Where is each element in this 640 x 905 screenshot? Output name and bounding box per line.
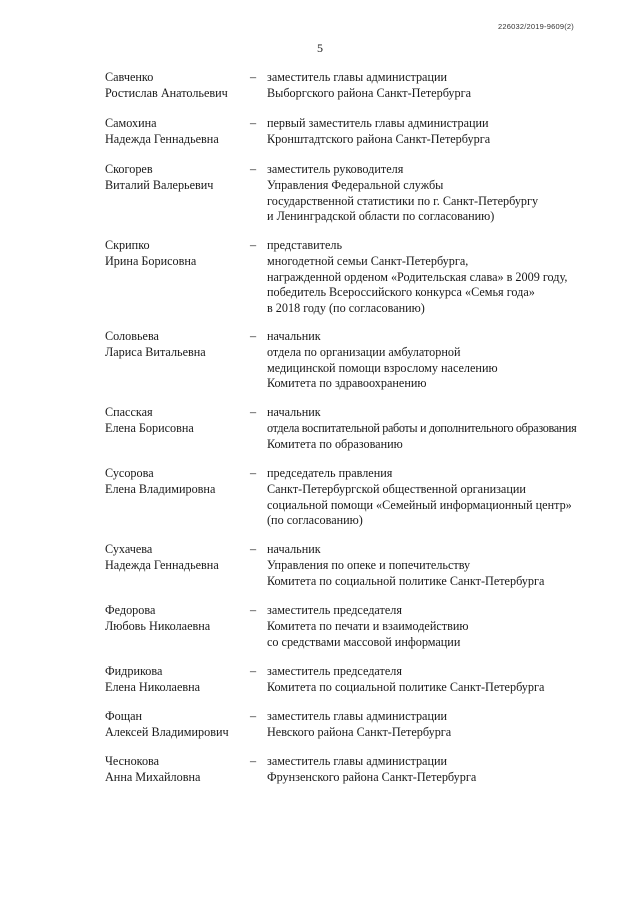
position-line: (по согласованию) (267, 513, 363, 528)
position-line: Комитета по образованию (267, 436, 403, 451)
person-name (105, 162, 255, 194)
person-name (105, 603, 255, 635)
person-name (105, 116, 255, 148)
surname: Спасская (105, 405, 153, 419)
position-line: начальник (267, 542, 321, 556)
given-name: Елена Борисовна (105, 420, 194, 435)
dash-separator: – (250, 466, 257, 480)
position-line: со средствами массовой информации (267, 634, 461, 649)
position-description (267, 238, 607, 317)
given-name: Надежда Геннадьевна (105, 131, 219, 146)
position-description (267, 709, 607, 741)
given-name: Анна Михайловна (105, 769, 201, 784)
person-name (105, 466, 255, 498)
given-name: Алексей Владимирович (105, 724, 229, 739)
position-line: Санкт-Петербургской общественной организации (267, 481, 526, 496)
position-line: начальник (267, 329, 321, 343)
position-description (267, 754, 607, 786)
position-description (267, 466, 607, 529)
position-description (267, 664, 607, 696)
dash-separator: – (250, 754, 257, 768)
dash-separator: – (250, 542, 257, 556)
position-line: начальник (267, 405, 321, 419)
given-name: Елена Николаевна (105, 679, 201, 694)
position-line: председатель правления (267, 466, 393, 480)
position-description (267, 116, 607, 148)
dash-separator: – (250, 329, 257, 343)
position-line: заместитель главы администрации (267, 709, 448, 723)
position-line: Выборгского района Санкт-Петербурга (267, 85, 472, 100)
position-description (267, 70, 607, 102)
surname: Сухачева (105, 542, 153, 556)
person-name (105, 664, 255, 696)
dash-separator: – (250, 70, 257, 84)
given-name: Надежда Геннадьевна (105, 557, 219, 572)
person-name (105, 709, 255, 741)
person-name (105, 70, 255, 102)
position-line: Кронштадтского района Санкт-Петербурга (267, 131, 491, 146)
surname: Скогорев (105, 162, 153, 176)
position-line: заместитель руководителя (267, 162, 404, 176)
position-line: заместитель председателя (267, 603, 402, 617)
position-line: первый заместитель главы администрации (267, 116, 489, 130)
surname: Соловьева (105, 329, 159, 343)
document-id: 226032/2019-9609(2) (498, 22, 574, 31)
person-name (105, 542, 255, 574)
person-name (105, 754, 255, 786)
given-name: Ирина Борисовна (105, 253, 197, 268)
position-line: победитель Всероссийского конкурса «Семья года» (267, 285, 535, 300)
position-description (267, 329, 607, 392)
position-line: заместитель главы администрации (267, 70, 448, 84)
given-name: Виталий Валерьевич (105, 177, 214, 192)
person-name (105, 405, 255, 437)
position-line: награжденной орденом «Родительская слава» в 2009 году, (267, 269, 568, 284)
surname: Чеснокова (105, 754, 160, 768)
person-name (105, 238, 255, 270)
surname: Фощан (105, 709, 143, 723)
dash-separator: – (250, 664, 257, 678)
surname: Фидрикова (105, 664, 163, 678)
position-line: государственной статистики по г. Санкт-Петербургу (267, 193, 539, 208)
dash-separator: – (250, 709, 257, 723)
page-number: 5 (317, 41, 323, 55)
given-name: Елена Владимировна (105, 481, 216, 496)
person-name (105, 329, 255, 361)
position-line: Невского района Санкт-Петербурга (267, 724, 452, 739)
surname: Федорова (105, 603, 156, 617)
surname: Самохина (105, 116, 157, 130)
position-description (267, 603, 607, 650)
position-line: Комитета по социальной политике Санкт-Петербурга (267, 679, 545, 694)
position-line: в 2018 году (по согласованию) (267, 301, 425, 316)
position-line: Фрунзенского района Санкт-Петербурга (267, 769, 477, 784)
given-name: Ростислав Анатольевич (105, 85, 228, 100)
position-line: Комитета по социальной политике Санкт-Петербурга (267, 573, 545, 588)
position-line: представитель (267, 238, 343, 252)
surname: Сусорова (105, 466, 154, 480)
position-line: и Ленинградской области по согласованию) (267, 209, 495, 224)
position-line: Управления по опеке и попечительству (267, 557, 471, 572)
position-line: многодетной семьи Санкт-Петербурга, (267, 253, 469, 268)
position-line: заместитель главы администрации (267, 754, 448, 768)
position-line: Комитета по здравоохранению (267, 376, 427, 391)
dash-separator: – (250, 603, 257, 617)
position-line: Управления Федеральной службы (267, 177, 444, 192)
given-name: Любовь Николаевна (105, 618, 211, 633)
dash-separator: – (250, 116, 257, 130)
position-line: отдела воспитательной работы и дополнительного образования (267, 420, 577, 435)
position-line: заместитель председателя (267, 664, 402, 678)
surname: Савченко (105, 70, 154, 84)
position-description (267, 405, 607, 452)
position-line: социальной помощи «Семейный информационный центр» (267, 497, 572, 512)
position-description (267, 542, 607, 589)
surname: Скрипко (105, 238, 150, 252)
position-description (267, 162, 607, 225)
dash-separator: – (250, 405, 257, 419)
dash-separator: – (250, 238, 257, 252)
dash-separator: – (250, 162, 257, 176)
given-name: Лариса Витальевна (105, 344, 206, 359)
position-line: Комитета по печати и взаимодействию (267, 618, 469, 633)
position-line: медицинской помощи взрослому населению (267, 360, 498, 375)
position-line: отдела по организации амбулаторной (267, 344, 461, 359)
